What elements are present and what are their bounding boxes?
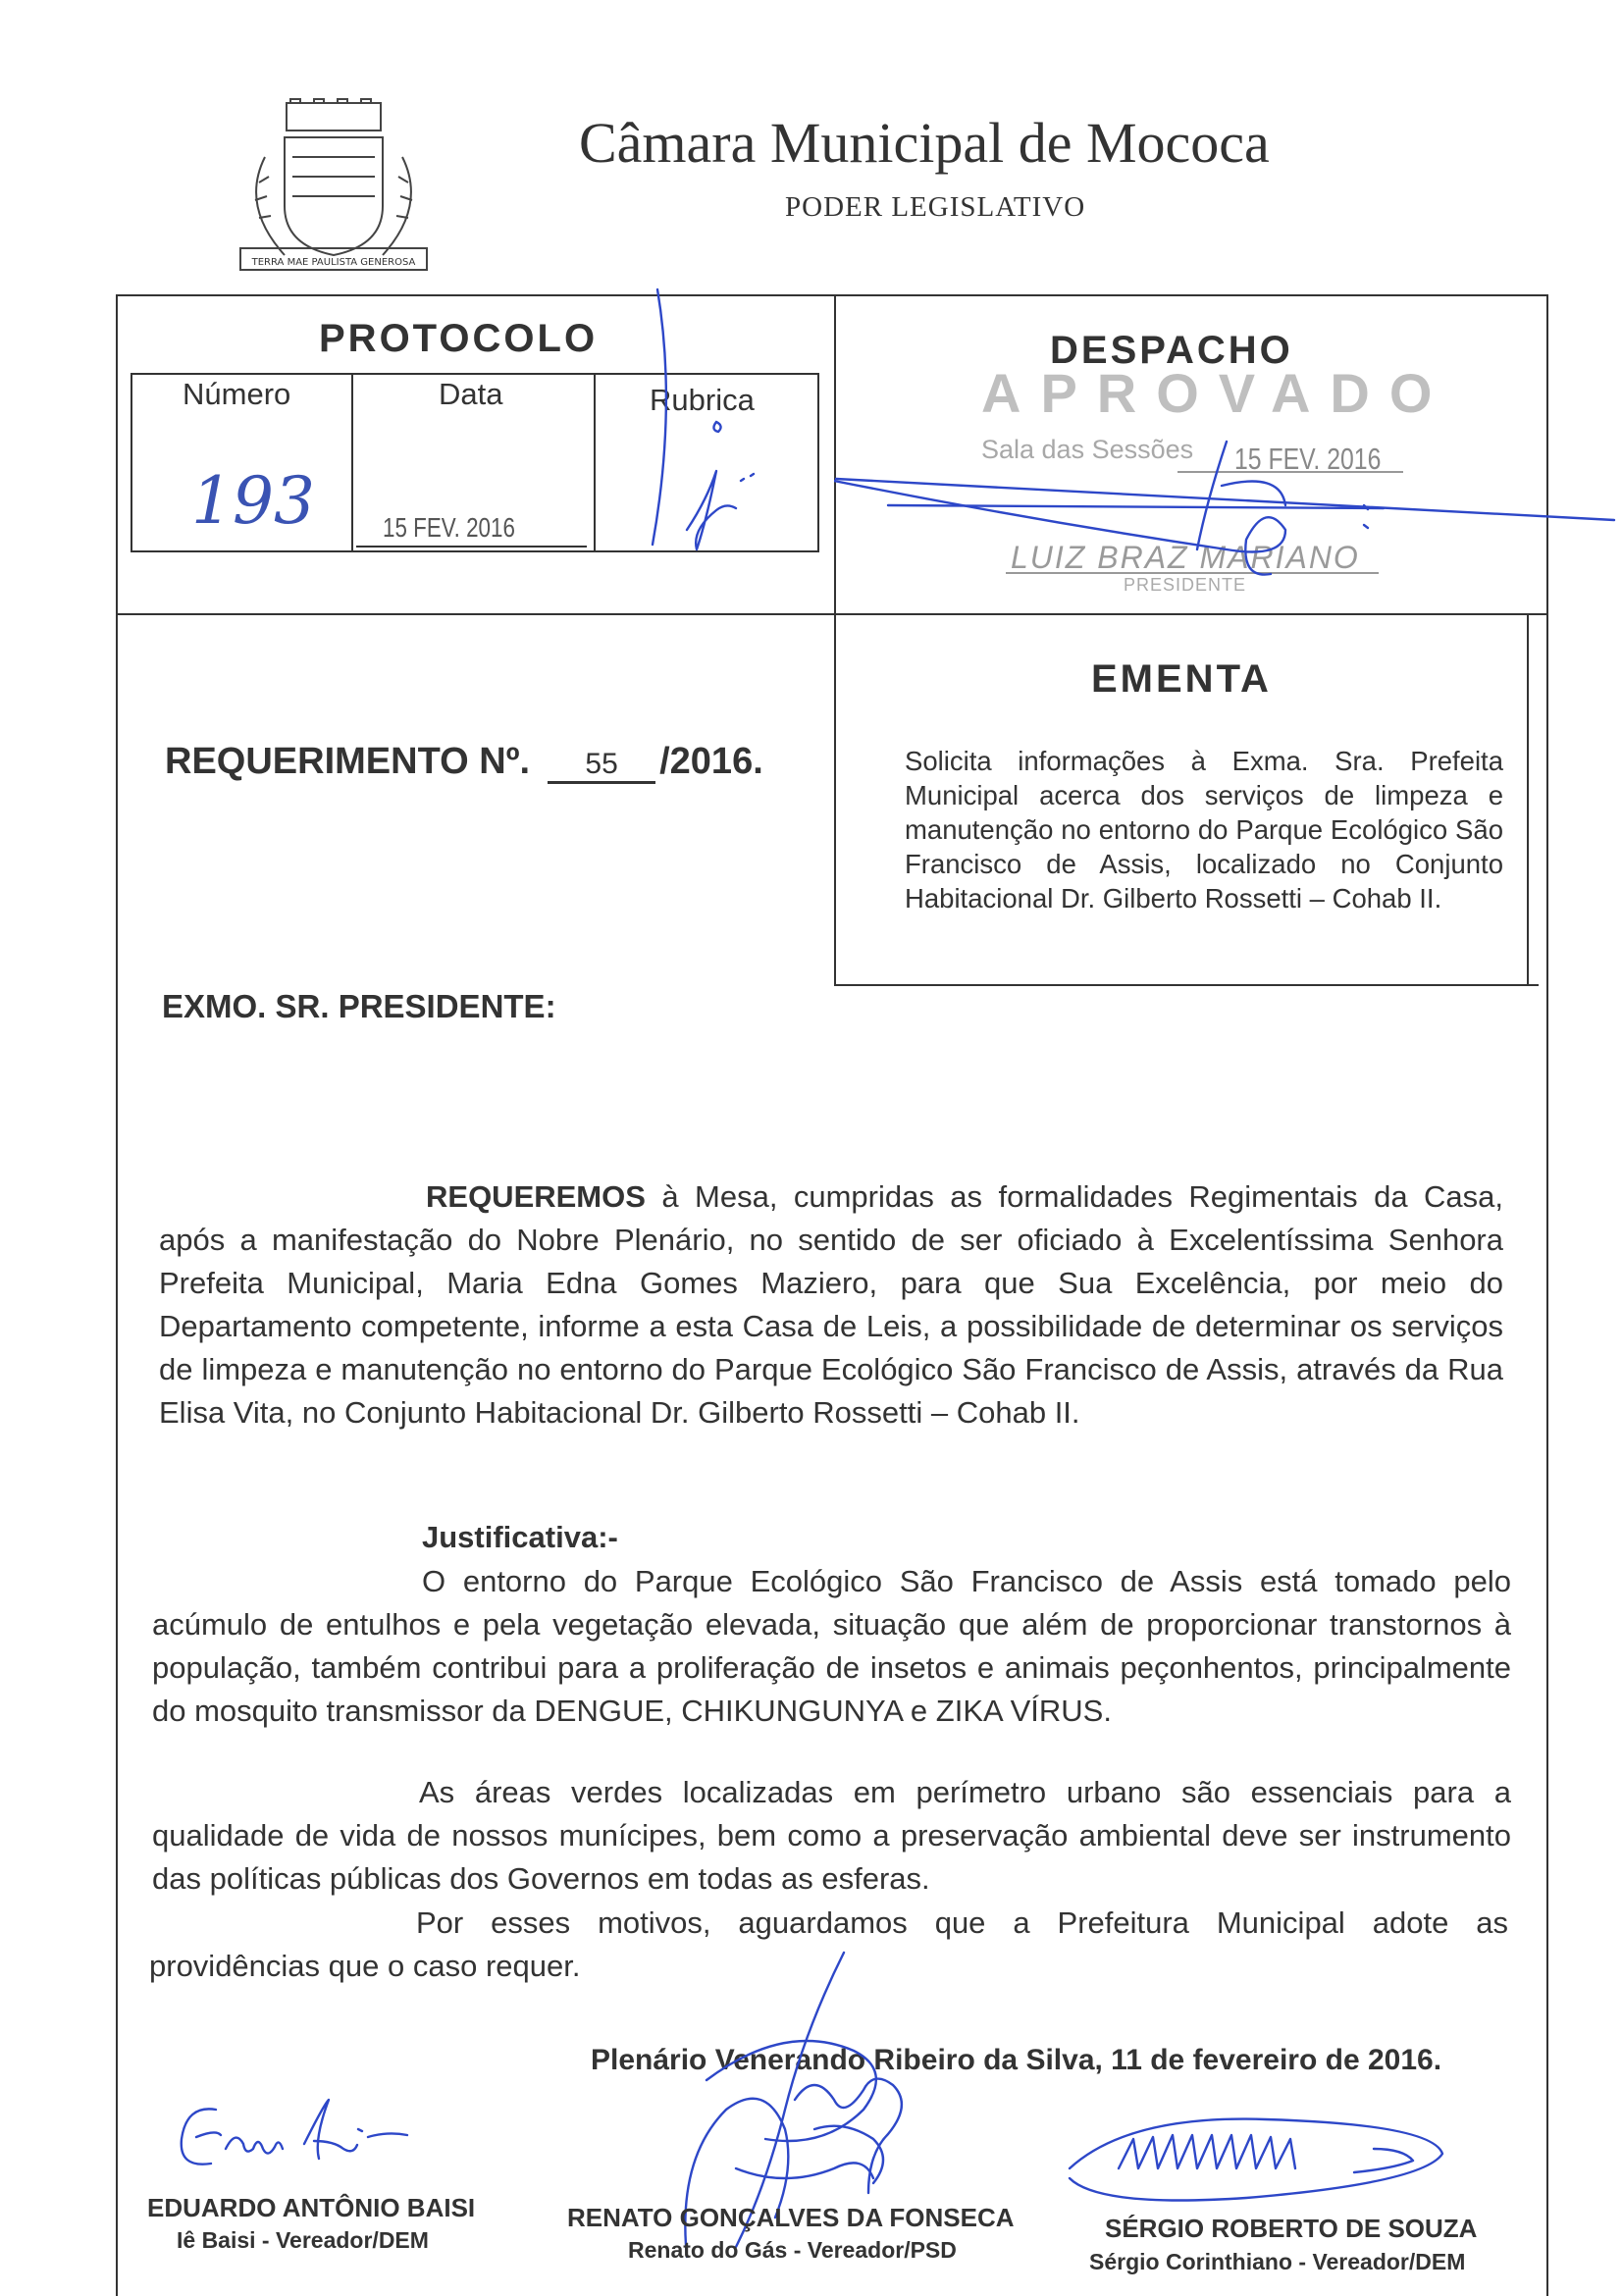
organization-subtitle: PODER LEGISLATIVO xyxy=(785,191,1086,223)
organization-name: Câmara Municipal de Mococa xyxy=(579,111,1270,175)
president-signature xyxy=(834,432,1622,589)
request-paragraph xyxy=(159,1175,1503,1435)
protocol-date: 15 FEV. 2016 xyxy=(383,512,515,543)
requerimento-suffix: /2016. xyxy=(659,741,763,782)
justification-text-1: O entorno do Parque Ecológico São Francisco de Assis está tomado pelo acúmulo de entulhos e pela vegetação elevada, situação que além de proporcionar transtornos à população, também contribui para a proliferação de insetos e animais peçonhentos, principalmente do mosquito transmissor da DENGUE, CHIKUNGUNYA e ZIKA VÍRUS. xyxy=(152,1564,1511,1728)
request-text: à Mesa, cumpridas as formalidades Regimentais da Casa, após a manifestação do Nobre Plenário, no sentido de ser oficiado à Excelentíssima Senhora Prefeita Municipal, Maria Edna Gomes Maziero, para que Sua Excelência, por meio do Departamento competente, informe a esta Casa de Leis, a possibilidade de determinar os serviços de limpeza e manutenção no entorno do Parque Ecológico São Francisco de Assis, através da Rua Elisa Vita, no Conjunto Habitacional Dr. Gilberto Rossetti – Cohab II. xyxy=(159,1179,1503,1430)
horizontal-divider xyxy=(116,613,1548,615)
column-rubrica: Rubrica xyxy=(650,383,755,417)
requerimento-prefix: REQUERIMENTO Nº. xyxy=(165,741,531,782)
signatory-name-2: RENATO GONÇALVES DA FONSECA xyxy=(567,2203,1015,2232)
protocol-number: 193 xyxy=(191,463,315,539)
justification-text-2: As áreas verdes localizadas em perímetro urbano são essenciais para a qualidade de vida de nossos munícipes, bem como a preservação ambiental deve ser instrumento das políticas públicas dos Governos em todas as esferas. xyxy=(152,1775,1511,1896)
despacho-title: DESPACHO xyxy=(1050,329,1293,372)
protocolo-title: PROTOCOLO xyxy=(319,317,599,360)
table-col-divider xyxy=(351,373,353,552)
signature-sergio xyxy=(1060,2110,1472,2218)
vertical-divider xyxy=(834,294,836,986)
justification-paragraph-2 xyxy=(152,1771,1511,1901)
justification-text-3: Por esses motivos, aguardamos que a Prefeitura Municipal adote as providências que o caso requer. xyxy=(149,1905,1508,1983)
signature-eduardo xyxy=(167,2090,461,2198)
date-underline xyxy=(356,546,587,548)
table-col-divider xyxy=(594,373,596,552)
request-lead: REQUEREMOS xyxy=(426,1179,646,1214)
rubrica-signature xyxy=(628,285,765,579)
municipal-crest-logo xyxy=(235,98,432,280)
addressee: EXMO. SR. PRESIDENTE: xyxy=(162,988,556,1024)
approval-stamp: APROVADO xyxy=(981,362,1452,424)
signatory-role-3: Sérgio Corinthiano - Vereador/DEM xyxy=(1089,2249,1466,2274)
stamp-president-role: PRESIDENTE xyxy=(1124,575,1247,595)
column-numero: Número xyxy=(183,377,291,411)
ementa-title: EMENTA xyxy=(1091,657,1272,701)
place-and-date: Plenário Venerando Ribeiro da Silva, 11 de fevereiro de 2016. xyxy=(591,2044,1442,2076)
justificativa-label: Justificativa:- xyxy=(422,1520,618,1554)
requerimento-title xyxy=(165,741,763,784)
justification-paragraph-1 xyxy=(152,1560,1511,1733)
stamp-president-name: LUIZ BRAZ MARIANO xyxy=(1011,540,1360,575)
signatory-name-1: EDUARDO ANTÔNIO BAISI xyxy=(147,2193,476,2222)
column-data: Data xyxy=(439,377,503,411)
stamp-date: 15 FEV. 2016 xyxy=(1234,442,1382,476)
signatory-role-2: Renato do Gás - Vereador/PSD xyxy=(628,2237,957,2263)
crest-motto: TERRA MAE PAULISTA GENEROSA xyxy=(251,257,416,268)
requerimento-number: 55 xyxy=(548,748,655,784)
ementa-text: Solicita informações à Exma. Sra. Prefeita Municipal acerca dos serviços de limpeza e manutenção no entorno do Parque Ecológico São Francisco de Assis, localizado no Conjunto Habitacional Dr. Gilberto Rossetti – Cohab II. xyxy=(905,746,1503,913)
signatory-role-1: Iê Baisi - Vereador/DEM xyxy=(177,2227,429,2253)
signatory-name-3: SÉRGIO ROBERTO DE SOUZA xyxy=(1105,2214,1478,2243)
ementa-box-bottom xyxy=(834,984,1539,986)
ementa-box-right xyxy=(1527,613,1529,986)
stamp-place: Sala das Sessões xyxy=(981,435,1194,464)
